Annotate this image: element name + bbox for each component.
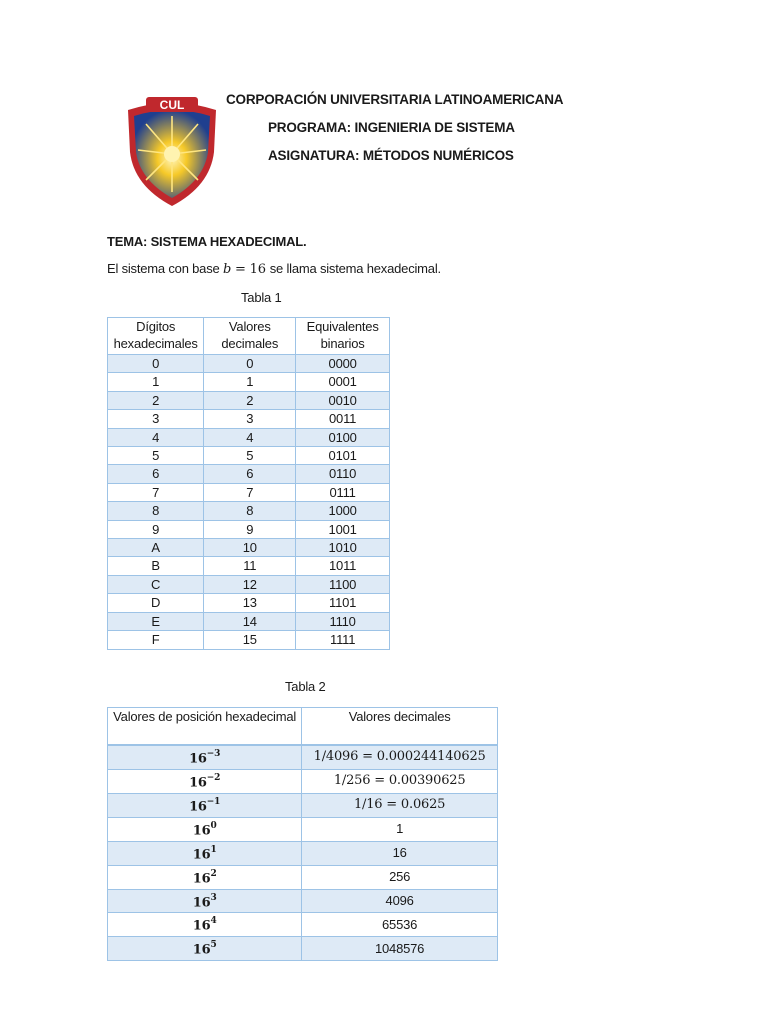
column-header: Valores de posición hexadecimal — [108, 708, 302, 746]
power-cell — [108, 841, 302, 865]
table-cell: 7 — [204, 483, 296, 501]
table-row — [108, 483, 390, 501]
power-cell — [108, 769, 302, 793]
table-cell: 1 — [204, 373, 296, 391]
table-row — [108, 465, 390, 483]
power-exponent: 5 — [210, 940, 217, 951]
intro-equation: = 16 — [231, 262, 270, 277]
table-row — [108, 865, 498, 889]
hex-position-table — [107, 707, 498, 961]
power-exponent: −2 — [206, 772, 221, 783]
table-cell: 14 — [204, 612, 296, 630]
topic-title: TEMA: SISTEMA HEXADECIMAL. — [107, 234, 307, 249]
power-exponent: −3 — [206, 749, 221, 759]
table-cell: 11 — [204, 557, 296, 575]
table-cell: 9 — [108, 520, 204, 538]
intro-after: se llama sistema hexadecimal. — [269, 261, 441, 276]
power-exponent: 4 — [210, 916, 217, 927]
table-row — [108, 557, 390, 575]
power-cell — [108, 793, 302, 817]
table-cell: 1111 — [296, 631, 390, 649]
power-exponent: 1 — [210, 844, 217, 855]
power-cell — [108, 865, 302, 889]
power-base: 16 — [192, 942, 211, 958]
power-cell — [108, 817, 302, 841]
table-row — [108, 612, 390, 630]
table-cell: 9 — [204, 520, 296, 538]
table-cell: 3 — [204, 410, 296, 428]
decimal-value-cell: 1/16 = 0.0625 — [302, 793, 498, 817]
table-row — [108, 594, 390, 612]
table-row — [108, 793, 498, 817]
table-cell: C — [108, 575, 204, 593]
power-base: 16 — [189, 775, 207, 791]
program-name: PROGRAMA: INGENIERIA DE SISTEMA — [268, 120, 515, 135]
table-cell: 1010 — [296, 539, 390, 557]
power-base: 16 — [192, 870, 211, 886]
institution-name: CORPORACIÓN UNIVERSITARIA LATINOAMERICANA — [226, 92, 564, 107]
column-header: Dígitos hexadecimales — [108, 318, 204, 355]
table-row — [108, 447, 390, 465]
table-cell: 1110 — [296, 612, 390, 630]
table-cell: 0000 — [296, 355, 390, 373]
power-cell — [108, 913, 302, 937]
table-row — [108, 817, 498, 841]
table-row — [108, 841, 498, 865]
power-exponent: −1 — [206, 796, 221, 807]
table-cell: 0010 — [296, 391, 390, 409]
table-cell: 7 — [108, 483, 204, 501]
power-cell — [108, 745, 302, 769]
logo-text: CUL — [159, 98, 185, 112]
power-cell — [108, 889, 302, 913]
table-cell: 0100 — [296, 428, 390, 446]
table-row — [108, 889, 498, 913]
power-base: 16 — [192, 894, 211, 910]
table-row — [108, 631, 390, 649]
decimal-value-cell: 256 — [302, 865, 498, 889]
intro-sentence — [107, 261, 441, 277]
table-cell: 3 — [108, 410, 204, 428]
table-row — [108, 391, 390, 409]
table-cell: 0001 — [296, 373, 390, 391]
table-row — [108, 937, 498, 961]
table-cell: 5 — [108, 447, 204, 465]
table-cell: 1101 — [296, 594, 390, 612]
table-cell: 6 — [108, 465, 204, 483]
table-row — [108, 355, 390, 373]
table-cell: 0 — [108, 355, 204, 373]
table-row — [108, 575, 390, 593]
table-cell: 4 — [108, 428, 204, 446]
column-header: Valores decimales — [302, 708, 498, 746]
table-cell: D — [108, 594, 204, 612]
table-cell: 8 — [204, 502, 296, 520]
table-row — [108, 373, 390, 391]
table-cell: 8 — [108, 502, 204, 520]
intro-before: El sistema con base — [107, 261, 223, 276]
table-cell: 1000 — [296, 502, 390, 520]
decimal-value-cell: 1/256 = 0.00390625 — [302, 769, 498, 793]
table-row — [108, 502, 390, 520]
table-row — [108, 539, 390, 557]
course-name: ASIGNATURA: MÉTODOS NUMÉRICOS — [268, 148, 514, 163]
power-base: 16 — [192, 823, 211, 839]
table-cell: 1100 — [296, 575, 390, 593]
power-cell — [108, 937, 302, 961]
table-cell: A — [108, 539, 204, 557]
table-cell: 5 — [204, 447, 296, 465]
power-base: 16 — [192, 847, 211, 863]
power-exponent: 3 — [210, 892, 217, 903]
decimal-value-cell: 16 — [302, 841, 498, 865]
table-cell: F — [108, 631, 204, 649]
table-row — [108, 745, 498, 769]
decimal-value-cell: 4096 — [302, 889, 498, 913]
table-cell: 2 — [204, 391, 296, 409]
power-exponent: 2 — [210, 868, 217, 879]
table-header-row — [108, 318, 390, 355]
table-cell: E — [108, 612, 204, 630]
power-base: 16 — [189, 799, 207, 815]
table-cell: 1001 — [296, 520, 390, 538]
intro-variable: b — [222, 262, 232, 277]
table1-caption: Tabla 1 — [241, 290, 282, 305]
power-base: 16 — [192, 918, 211, 934]
decimal-value-cell: 65536 — [302, 913, 498, 937]
table-cell: 10 — [204, 539, 296, 557]
table-cell: 0110 — [296, 465, 390, 483]
table-cell: 1011 — [296, 557, 390, 575]
table-cell: 2 — [108, 391, 204, 409]
table-cell: 0011 — [296, 410, 390, 428]
table-cell: 12 — [204, 575, 296, 593]
decimal-value-cell: 1 — [302, 817, 498, 841]
table-cell: 13 — [204, 594, 296, 612]
decimal-value-cell: 1048576 — [302, 937, 498, 961]
power-base: 16 — [189, 751, 207, 767]
table-cell: 0101 — [296, 447, 390, 465]
table-row — [108, 410, 390, 428]
decimal-value-cell: 1/4096 = 0.000244140625 — [302, 745, 498, 769]
table-cell: 0 — [204, 355, 296, 373]
power-exponent: 0 — [210, 820, 217, 831]
table-row — [108, 769, 498, 793]
table-row — [108, 520, 390, 538]
table-row — [108, 913, 498, 937]
table-cell: 15 — [204, 631, 296, 649]
table2-caption: Tabla 2 — [285, 679, 326, 694]
table-cell: 6 — [204, 465, 296, 483]
table-cell: B — [108, 557, 204, 575]
hex-digits-table — [107, 317, 390, 650]
column-header: Valores decimales — [204, 318, 296, 355]
table-row — [108, 428, 390, 446]
table-cell: 4 — [204, 428, 296, 446]
university-logo — [124, 94, 220, 208]
table-cell: 0111 — [296, 483, 390, 501]
column-header: Equivalentes binarios — [296, 318, 390, 355]
table-cell: 1 — [108, 373, 204, 391]
table-header-row — [108, 708, 498, 746]
